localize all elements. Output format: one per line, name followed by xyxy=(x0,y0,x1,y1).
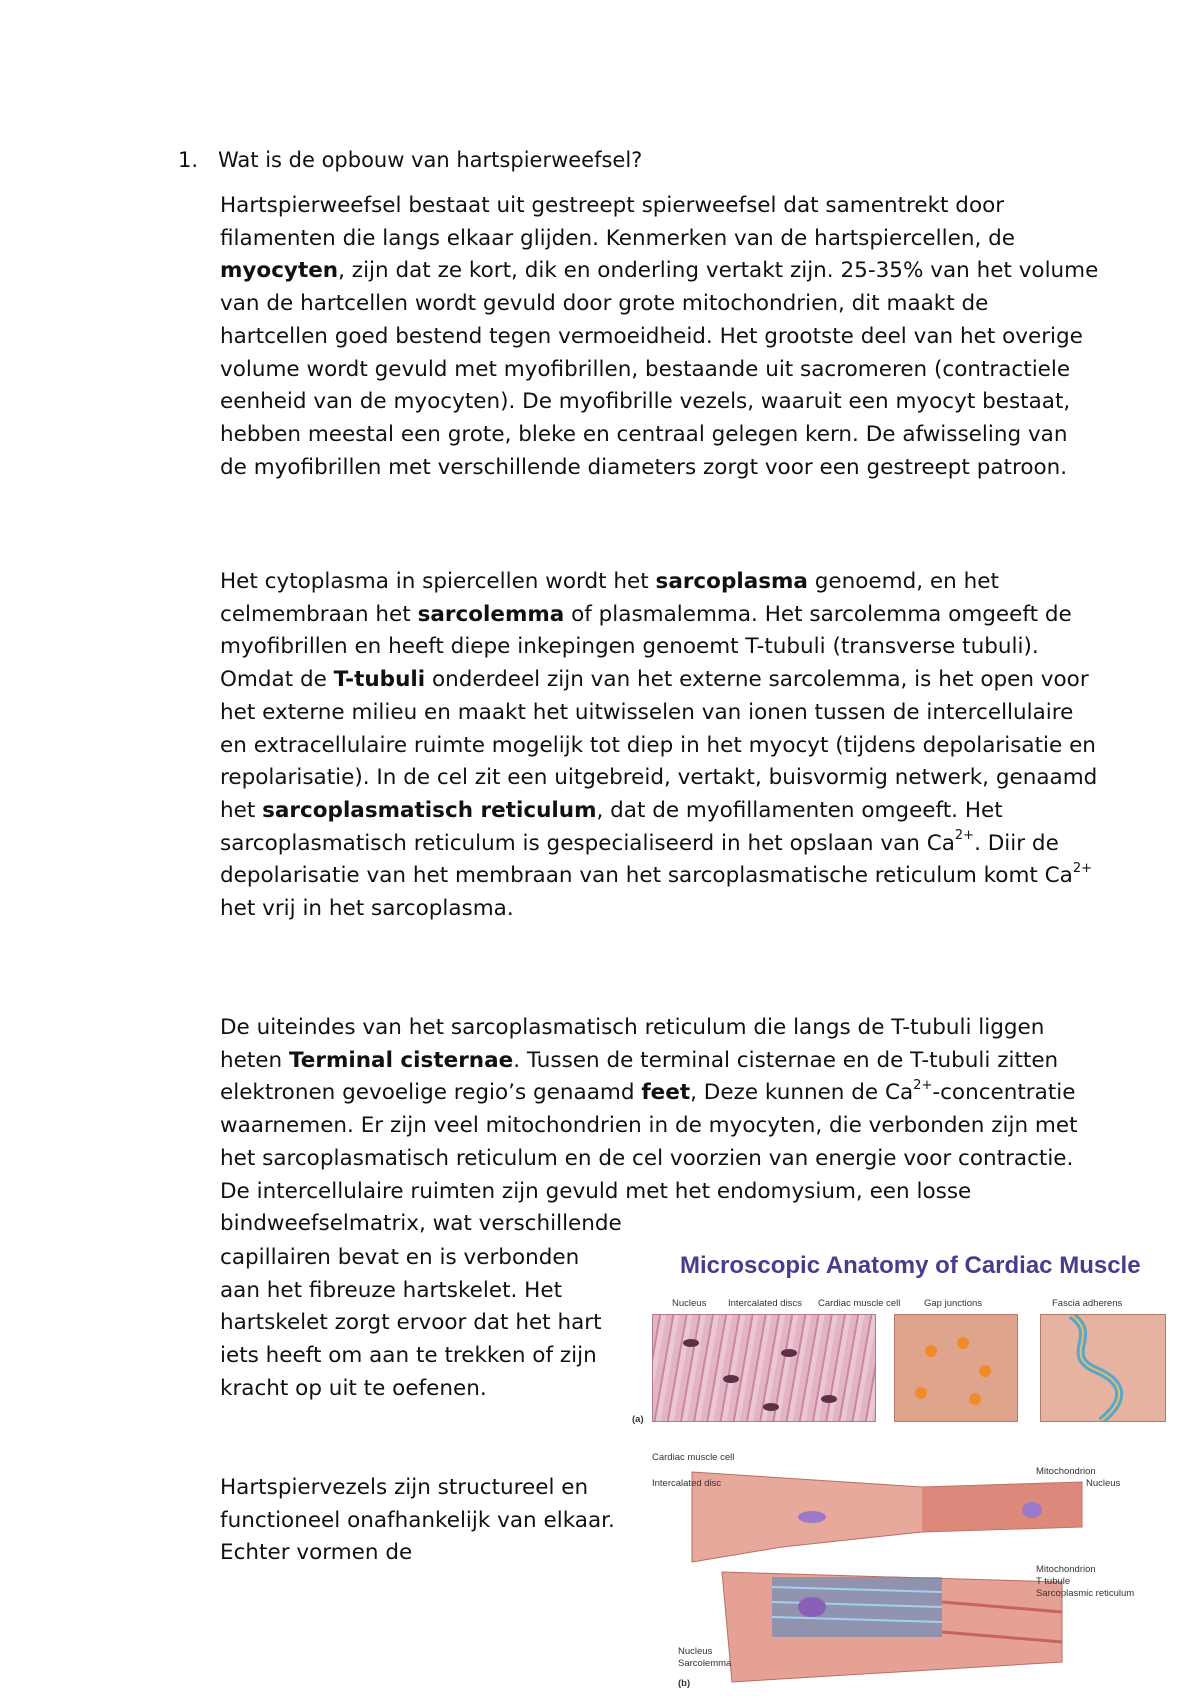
label-intercalated-discs: Intercalated discs xyxy=(728,1298,802,1309)
nucleus-mark xyxy=(821,1395,837,1403)
term-sarcolemma: sarcolemma xyxy=(417,601,565,627)
text-run: genoemd, en het celmembraan het xyxy=(220,569,999,627)
paragraph-hartspiervezels: Hartspiervezels zijn structureel en functioneel onafhankelijk van elkaar. Echter vormen de xyxy=(220,1475,615,1566)
text-run: het vrij in het sarcoplasma. xyxy=(220,896,514,922)
gap-junction-panel xyxy=(894,1314,1018,1422)
nucleus-mark xyxy=(763,1403,779,1411)
label-gap-junctions: Gap junctions xyxy=(924,1298,983,1309)
question-number: 1. xyxy=(178,148,199,172)
gap-junction-mark xyxy=(969,1393,981,1405)
gap-junction-mark xyxy=(979,1365,991,1377)
superscript: 2+ xyxy=(1072,861,1093,877)
term-sarcoplasmatisch-reticulum: sarcoplasmatisch reticulum xyxy=(262,797,597,823)
fascia-adherens-panel xyxy=(1040,1314,1166,1422)
micrograph-panel xyxy=(652,1314,876,1422)
paragraph-sarcoplasma xyxy=(220,566,1100,926)
question-text: Wat is de opbouw van hartspierweefsel? xyxy=(218,148,643,172)
paragraph-hartskelet: capillairen bevat en is verbonden aan het fibreuze hartskelet. Het hartskelet zorgt ervoor dat het hart iets heeft om aan te trekken of zijn kracht op uit te oefenen. xyxy=(220,1245,602,1401)
term-feet: feet xyxy=(641,1080,691,1106)
text-run: . Diir de depolarisatie van het membraan van het sarcoplasmatische reticulum komt Ca xyxy=(220,830,1073,889)
paragraph-myocyten xyxy=(220,190,1100,484)
cardiac-muscle-figure xyxy=(632,1252,1168,1692)
term-sarcoplasma: sarcoplasma xyxy=(655,569,808,594)
nucleus-mark xyxy=(781,1349,797,1357)
superscript: 2+ xyxy=(913,1078,933,1094)
question-heading xyxy=(178,146,642,174)
label-b-mitochondrion-top: Mitochondrion xyxy=(1036,1466,1096,1477)
superscript: 2+ xyxy=(954,828,975,844)
label-b-t-tubule: T tubule xyxy=(1036,1576,1071,1587)
gap-junction-mark xyxy=(915,1387,927,1399)
label-b-sarcolemma: Sarcolemma xyxy=(678,1658,732,1669)
text-run: of plasmalemma. Het sarcolemma omgeeft de myofibrillen en heeft diepe inkepingen genoemt T-tubuli (transverse tubuli). Omdat de xyxy=(220,601,1072,693)
text-run: Het cytoplasma in spiercellen wordt het xyxy=(220,569,656,594)
gap-junction-mark xyxy=(957,1337,969,1349)
fascia-adherens-illustration xyxy=(1041,1315,1165,1421)
nucleus-mark xyxy=(723,1375,739,1383)
label-b-nucleus-top: Nucleus xyxy=(1086,1478,1121,1489)
text-run: , Deze kunnen de Ca xyxy=(690,1080,914,1106)
panel-a-label: (a) xyxy=(632,1414,644,1425)
label-b-nucleus-bottom: Nucleus xyxy=(678,1646,713,1657)
panel-b-label: (b) xyxy=(678,1678,691,1689)
label-b-cardiac-muscle-cell: Cardiac muscle cell xyxy=(652,1452,735,1463)
nucleus-mark xyxy=(683,1339,699,1347)
text-run: . Tussen de terminal cisternae en de T-tubuli zitten elektronen gevoelige regio’s genaamd xyxy=(220,1047,1059,1106)
figure-title: Microscopic Anatomy of Cardiac Muscle xyxy=(680,1252,1141,1279)
term-t-tubuli: T-tubuli xyxy=(333,667,426,693)
text-run: , dat de myofillamenten omgeeft. Het sarcoplasmatisch reticulum is gespecialiseerd in het opslaan van Ca xyxy=(220,797,1003,856)
text-run: De uiteindes van het sarcoplasmatisch reticulum die langs de T-tubuli liggen heten xyxy=(220,1015,1045,1073)
label-nucleus: Nucleus xyxy=(672,1298,707,1309)
text-run: -concentratie waarnemen. Er zijn veel mitochondrien in de myocyten, die verbonden zijn met het sarcoplasmatisch reticulum en de cel voorzien van energie voor contractie. De intercellulaire ruimten zijn gevuld met het endomysium, een losse bindweefselmatrix, wat verschillende xyxy=(220,1080,1078,1237)
label-cardiac-muscle-cell: Cardiac muscle cell xyxy=(818,1298,901,1309)
term-myocyten: myocyten xyxy=(220,258,339,284)
label-fascia-adherens: Fascia adherens xyxy=(1052,1298,1123,1309)
term-terminal-cisternae: Terminal cisternae xyxy=(288,1047,514,1073)
label-b-mitochondrion: Mitochondrion xyxy=(1036,1564,1096,1575)
gap-junction-mark xyxy=(925,1345,937,1357)
label-b-sarcoplasmic-reticulum: Sarcoplasmic reticulum xyxy=(1036,1588,1135,1599)
label-b-intercalated-disc: Intercalated disc xyxy=(652,1478,722,1489)
text-run: onderdeel zijn van het externe sarcolemma, is het open voor het externe milieu en maakt het uitwisselen van ionen tussen de intercellulaire en extracellulaire ruimte mogelijk tot diep in het myocyt (tijdens depolarisatie en repolarisatie). In de cel zit een uitgebreid, vertakt, buisvormig netwerk, genaamd het xyxy=(220,667,1098,823)
text-run: Hartspierweefsel bestaat uit gestreept spierweefsel dat samentrekt door filamenten die langs elkaar glijden. Kenmerken van de hartspiercellen, de xyxy=(220,193,1015,251)
paragraph-terminal-cisternae xyxy=(220,1012,1100,1241)
text-run: , zijn dat ze kort, dik en onderling vertakt zijn. 25-35% van het volume van de hartcellen wordt gevuld door grote mitochondrien, dit maakt de hartcellen goed bestend tegen vermoeidheid. Het grootste deel van het overige volume wordt gevuld met myofibrillen, bestaande uit sacromeren (contractiele eenheid van de myocyten). De myofibrille vezels, waaruit een myocyt bestaat, hebben meestal een grote, bleke en centraal gelegen kern. De afwisseling van de myofibrillen met verschillende diameters zorgt voor een gestreept patroon. xyxy=(220,258,1099,480)
